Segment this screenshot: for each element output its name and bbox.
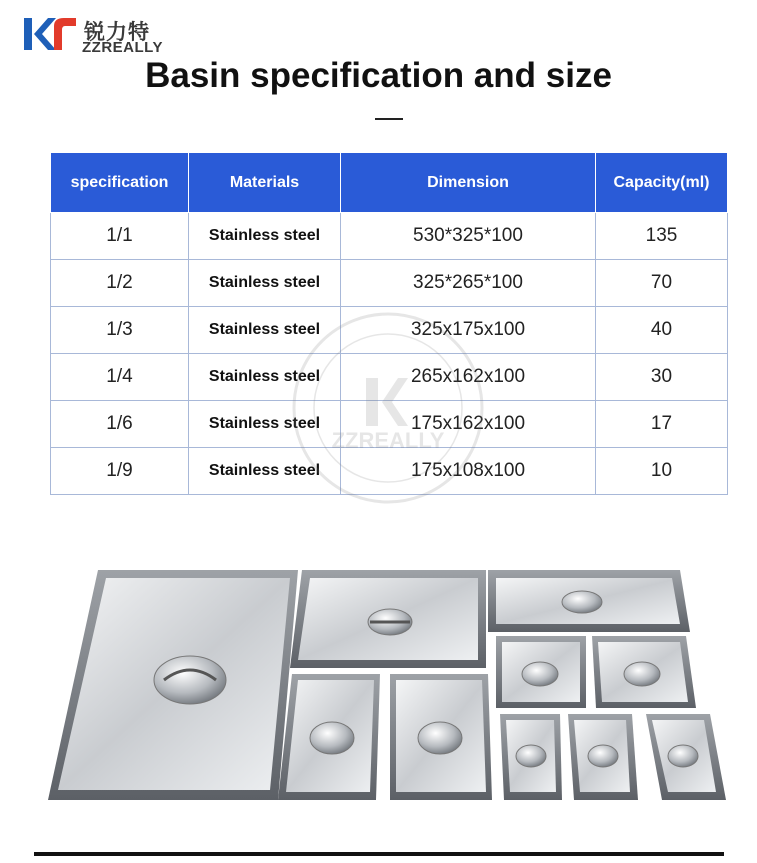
table-row xyxy=(51,260,728,307)
cell-specification: 1/2 xyxy=(51,260,189,307)
pan-1-9-c xyxy=(646,714,726,800)
header-materials: Materials xyxy=(189,153,341,213)
pan-1-2 xyxy=(290,570,486,668)
pan-1-9-b xyxy=(568,714,638,800)
cell-specification: 1/4 xyxy=(51,354,189,401)
pan-1-4-right xyxy=(390,674,492,800)
cell-dimension: 265x162x100 xyxy=(341,354,596,401)
page-title: Basin specification and size xyxy=(145,56,612,95)
watermark-text: ZZREALLY xyxy=(331,428,445,453)
product-image xyxy=(40,560,730,820)
cell-material: Stainless steel xyxy=(189,307,341,354)
cell-dimension: 530*325*100 xyxy=(341,213,596,260)
cell-dimension: 175x108x100 xyxy=(341,448,596,495)
cell-material: Stainless steel xyxy=(189,213,341,260)
cell-material: Stainless steel xyxy=(189,448,341,495)
pan-1-4-left xyxy=(278,674,380,800)
cell-specification: 1/3 xyxy=(51,307,189,354)
cell-capacity: 17 xyxy=(596,401,728,448)
cell-specification: 1/1 xyxy=(51,213,189,260)
bottom-divider xyxy=(34,852,724,856)
header-capacity: Capacity(ml) xyxy=(596,153,728,213)
cell-material: Stainless steel xyxy=(189,260,341,307)
brand-english-name: ZZREALLY xyxy=(82,39,163,56)
cell-specification: 1/9 xyxy=(51,448,189,495)
kr-logo-icon xyxy=(24,14,80,54)
brand-logo xyxy=(24,14,184,58)
cell-dimension: 325*265*100 xyxy=(341,260,596,307)
table-row xyxy=(51,213,728,260)
cell-capacity: 70 xyxy=(596,260,728,307)
pan-1-9-a xyxy=(500,714,562,800)
brand-chinese-name: 锐力特 xyxy=(84,20,150,44)
cell-dimension: 175x162x100 xyxy=(341,401,596,448)
cell-capacity: 10 xyxy=(596,448,728,495)
cell-specification: 1/6 xyxy=(51,401,189,448)
watermark-seal-icon xyxy=(288,308,488,508)
table-header-row xyxy=(51,153,728,213)
pan-1-1 xyxy=(48,570,298,800)
pan-1-3 xyxy=(488,570,690,632)
pan-1-6-b xyxy=(592,636,696,708)
cell-material: Stainless steel xyxy=(189,401,341,448)
header-specification: specification xyxy=(51,153,189,213)
cell-dimension: 325x175x100 xyxy=(341,307,596,354)
cell-material: Stainless steel xyxy=(189,354,341,401)
pan-1-6-a xyxy=(496,636,586,708)
header-dimension: Dimension xyxy=(341,153,596,213)
cell-capacity: 40 xyxy=(596,307,728,354)
title-underline xyxy=(375,118,403,120)
cell-capacity: 135 xyxy=(596,213,728,260)
cell-capacity: 30 xyxy=(596,354,728,401)
